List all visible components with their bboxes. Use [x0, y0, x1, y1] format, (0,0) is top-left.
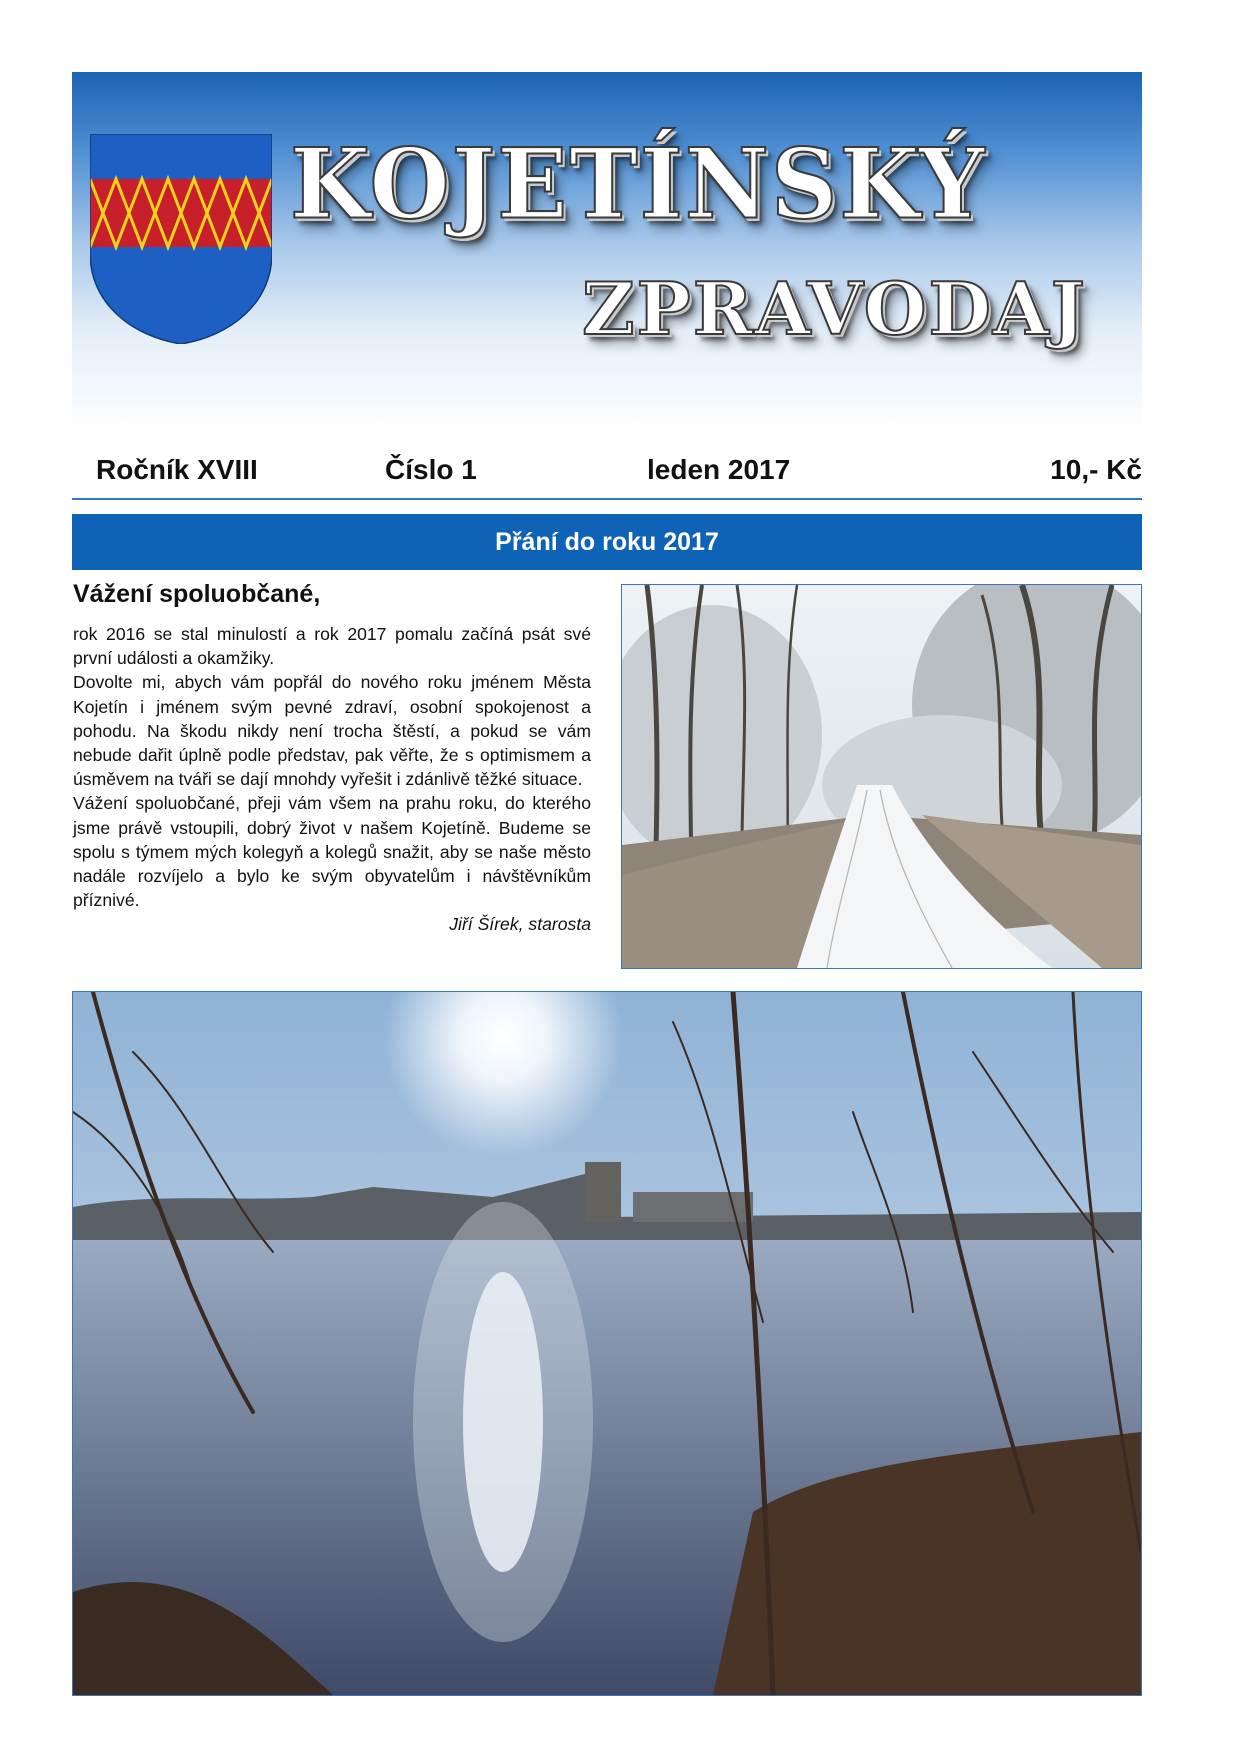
winter-path-photo [621, 584, 1142, 969]
town-coat-of-arms [90, 134, 272, 344]
masthead-title-line1: KOJETÍNSKÝ [290, 127, 987, 241]
issue-date: leden 2017 [647, 454, 791, 485]
article-greeting: Vážení spoluobčané, [73, 580, 321, 608]
header-divider [72, 498, 1142, 500]
issue-volume: Ročník XVIII [96, 454, 258, 485]
article-signature: Jiří Šírek, starosta [449, 914, 591, 935]
article-paragraph: rok 2016 se stal minulostí a rok 2017 pomalu začíná psát své první události a okamžiky. [73, 624, 591, 669]
issue-info-bar [72, 440, 1142, 496]
issue-number: Číslo 1 [385, 454, 477, 485]
article-paragraph: Vážení spoluobčané, přeji vám všem na prahu roku, do kterého jsme právě vstoupili, dobrý život v našem Kojetíně. Budeme se spolu s týmem mých kolegyň a kolegů snažit, aby se naše město nadále rozvíjelo a bylo ke svým obyvatelům i návštěvníkům příznivé. [73, 793, 591, 911]
masthead [72, 72, 1142, 432]
article-paragraph: Dovolte mi, abych vám popřál do nového roku jménem Města Kojetín i jménem svým pevné zdraví, osobní spokojenost a pohodu. Na škodu nikdy není trocha štěstí, a pokud se vám nebude dařit úplně podle představ, pak věřte, že s optimismem a úsměvem na tváři se dají mnohdy vyřešit i zdánlivě těžké situace. [73, 672, 591, 790]
section-header: Přání do roku 2017 [72, 514, 1142, 570]
issue-price: 10,- Kč [1050, 454, 1142, 485]
masthead-title-line2: ZPRAVODAJ [582, 266, 1087, 351]
article-body [73, 622, 591, 937]
frozen-lake-photo [72, 991, 1142, 1696]
